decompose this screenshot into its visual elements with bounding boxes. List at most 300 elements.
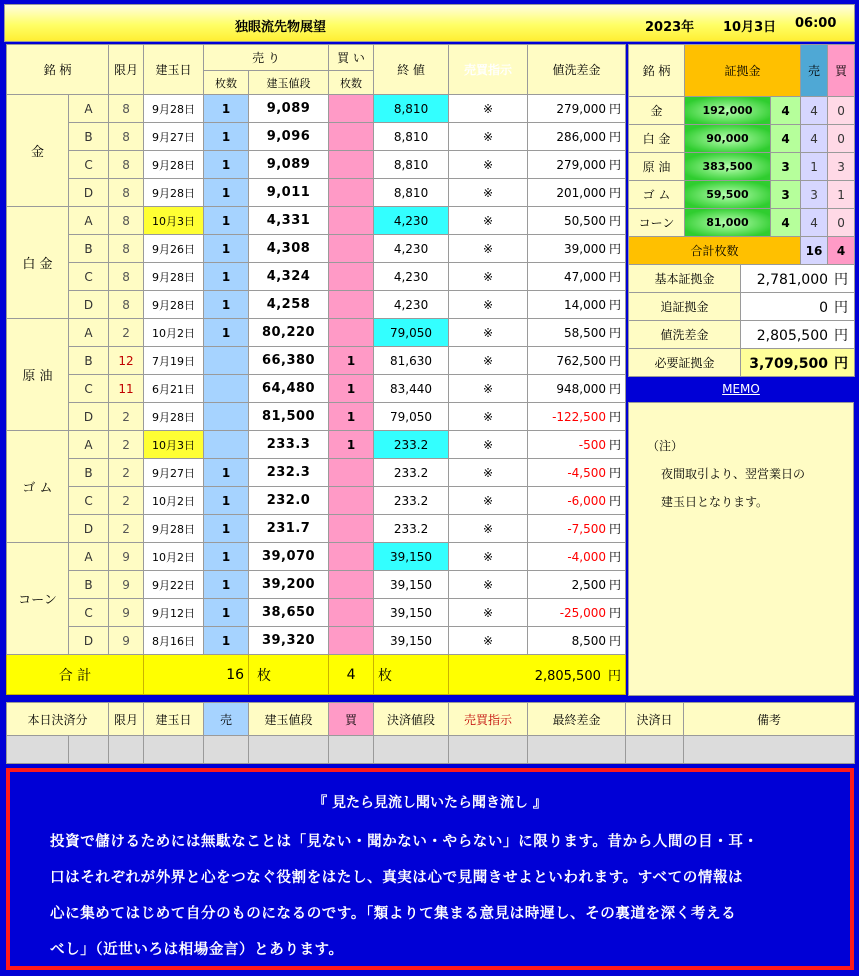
margin-count: 3 [771, 153, 801, 181]
margin-row [629, 153, 855, 181]
side-col-meigara: 銘 柄 [629, 45, 685, 97]
contract-month: 2 [109, 403, 144, 431]
contract-letter: D [69, 627, 109, 655]
margin-total-row [629, 237, 855, 265]
diff-value: -122,500 [552, 410, 607, 424]
buy-count [329, 151, 374, 179]
mark-to-market-diff [528, 179, 626, 207]
close-price: 83,440 [374, 375, 449, 403]
summary-yen: 円 [834, 271, 849, 288]
close-price: 4,230 [374, 263, 449, 291]
trade-instruction: ※ [449, 487, 528, 515]
settle-col-4: 建玉値段 [249, 703, 329, 736]
contract-month: 2 [109, 487, 144, 515]
contract-letter: D [69, 515, 109, 543]
margin-count: 4 [771, 97, 801, 125]
col-tategyokubi: 建玉日 [144, 45, 204, 95]
margin-total-buy: 4 [828, 237, 855, 265]
margin-sell: 4 [801, 125, 828, 153]
open-date: 10月3日 [144, 207, 204, 235]
position-row [7, 543, 626, 571]
open-date: 10月2日 [144, 487, 204, 515]
diff-yen: 円 [609, 270, 622, 284]
margin-amount: 81,000 [685, 209, 771, 237]
open-date: 9月22日 [144, 571, 204, 599]
open-price: 9,089 [249, 151, 329, 179]
open-price: 81,500 [249, 403, 329, 431]
trade-instruction: ※ [449, 403, 528, 431]
diff-value: 8,500 [571, 634, 607, 648]
sell-count: 1 [204, 459, 249, 487]
close-price: 233.2 [374, 459, 449, 487]
contract-month: 8 [109, 291, 144, 319]
diff-yen: 円 [609, 158, 622, 172]
summary-yen: 円 [834, 299, 849, 316]
total-diff-yen: 円 [608, 669, 622, 684]
diff-value: 39,000 [564, 242, 607, 256]
settle-cell [249, 736, 329, 764]
mark-to-market-diff [528, 291, 626, 319]
close-price: 79,050 [374, 403, 449, 431]
margin-buy: 0 [828, 125, 855, 153]
mark-to-market-diff [528, 571, 626, 599]
memo-header [628, 378, 854, 400]
settle-col-8: 最終差金 [528, 703, 626, 736]
diff-value: 279,000 [556, 102, 607, 116]
position-row [7, 487, 626, 515]
buy-count [329, 627, 374, 655]
close-price: 8,810 [374, 123, 449, 151]
position-row [7, 431, 626, 459]
open-price: 9,089 [249, 95, 329, 123]
buy-count: 1 [329, 375, 374, 403]
contract-month: 2 [109, 319, 144, 347]
buy-count [329, 571, 374, 599]
diff-yen: 円 [609, 298, 622, 312]
diff-value: 948,000 [556, 382, 607, 396]
open-date: 6月21日 [144, 375, 204, 403]
sell-count: 1 [204, 487, 249, 515]
buy-count [329, 459, 374, 487]
margin-commodity: 金 [629, 97, 685, 125]
summary-value [741, 349, 855, 377]
settle-cell [204, 736, 249, 764]
buy-count [329, 263, 374, 291]
summary-amount: 2,781,000 [756, 271, 829, 288]
diff-yen: 円 [609, 606, 622, 620]
diff-yen: 円 [609, 466, 622, 480]
mark-to-market-diff [528, 263, 626, 291]
diff-yen: 円 [609, 578, 622, 592]
margin-amount: 59,500 [685, 181, 771, 209]
mark-to-market-diff [528, 207, 626, 235]
position-row [7, 291, 626, 319]
contract-letter: B [69, 235, 109, 263]
settle-cell [329, 736, 374, 764]
diff-yen: 円 [609, 102, 622, 116]
summary-amount: 2,805,500 [756, 327, 829, 344]
mark-to-market-diff [528, 431, 626, 459]
summary-yen: 円 [834, 355, 849, 372]
diff-value: -6,000 [567, 494, 607, 508]
summary-label: 必要証拠金 [629, 349, 741, 377]
sell-count: 1 [204, 95, 249, 123]
settle-cell [528, 736, 626, 764]
margin-sell: 4 [801, 97, 828, 125]
buy-count [329, 543, 374, 571]
contract-letter: B [69, 459, 109, 487]
settle-col-6: 決済値段 [374, 703, 449, 736]
close-price: 81,630 [374, 347, 449, 375]
open-date: 9月28日 [144, 291, 204, 319]
total-label: 合 計 [7, 655, 144, 695]
col-uri: 売 り [204, 45, 329, 71]
contract-month: 2 [109, 515, 144, 543]
memo-line: （注） [647, 439, 684, 453]
memo-link[interactable]: MEMO [722, 382, 760, 396]
trade-instruction: ※ [449, 431, 528, 459]
buy-count [329, 207, 374, 235]
summary-row [629, 293, 855, 321]
open-date: 9月28日 [144, 95, 204, 123]
sell-count: 1 [204, 627, 249, 655]
margin-buy: 1 [828, 181, 855, 209]
settle-col-10: 備考 [684, 703, 855, 736]
sell-count: 1 [204, 515, 249, 543]
mark-to-market-diff [528, 487, 626, 515]
side-col-uri: 売 [801, 45, 828, 97]
open-price: 4,324 [249, 263, 329, 291]
margin-body [629, 45, 855, 377]
contract-letter: A [69, 319, 109, 347]
buy-count [329, 123, 374, 151]
settle-col-7: 売買指示 [449, 703, 528, 736]
mark-to-market-diff [528, 599, 626, 627]
margin-commodity: 原 油 [629, 153, 685, 181]
margin-count: 3 [771, 181, 801, 209]
open-price: 64,480 [249, 375, 329, 403]
settle-col-2: 建玉日 [144, 703, 204, 736]
summary-amount: 0 [819, 299, 829, 316]
margin-row [629, 209, 855, 237]
open-price: 39,320 [249, 627, 329, 655]
trade-instruction: ※ [449, 95, 528, 123]
open-price: 9,011 [249, 179, 329, 207]
diff-value: 201,000 [556, 186, 607, 200]
diff-yen: 円 [609, 326, 622, 340]
open-price: 66,380 [249, 347, 329, 375]
contract-month: 8 [109, 207, 144, 235]
margin-row [629, 97, 855, 125]
settle-cell [626, 736, 684, 764]
contract-letter: B [69, 347, 109, 375]
open-date: 9月28日 [144, 263, 204, 291]
side-col-shokokin: 証拠金 [685, 45, 801, 97]
col-tategyoku-nedan: 建玉値段 [249, 71, 329, 95]
close-price: 39,150 [374, 571, 449, 599]
header-time: 06:00 [795, 16, 837, 31]
diff-value: -500 [578, 438, 607, 452]
memo-line: 夜間取引より、翌営業日の [661, 467, 806, 481]
positions-body [7, 95, 626, 655]
position-row [7, 599, 626, 627]
trade-instruction: ※ [449, 543, 528, 571]
sell-count: 1 [204, 263, 249, 291]
settle-col-1: 限月 [109, 703, 144, 736]
summary-value [741, 321, 855, 349]
sell-count: 1 [204, 291, 249, 319]
col-owarine: 終 値 [374, 45, 449, 95]
buy-count [329, 487, 374, 515]
position-row [7, 263, 626, 291]
contract-letter: A [69, 207, 109, 235]
trade-instruction: ※ [449, 291, 528, 319]
contract-month: 9 [109, 571, 144, 599]
title-bar [4, 4, 855, 42]
close-price: 4,230 [374, 235, 449, 263]
mark-to-market-diff [528, 151, 626, 179]
sell-count: 1 [204, 123, 249, 151]
sell-count [204, 431, 249, 459]
mark-to-market-diff [528, 459, 626, 487]
diff-yen: 円 [609, 522, 622, 536]
col-nearai: 値洗差金 [528, 45, 626, 95]
col-kai: 買 い [329, 45, 374, 71]
open-price: 9,096 [249, 123, 329, 151]
diff-value: 286,000 [556, 130, 607, 144]
sell-count: 1 [204, 319, 249, 347]
position-row [7, 123, 626, 151]
position-row [7, 235, 626, 263]
diff-yen: 円 [609, 242, 622, 256]
settle-col-0: 本日決済分 [7, 703, 109, 736]
col-baibai-button[interactable]: 売買指示 [449, 45, 528, 95]
contract-letter: D [69, 179, 109, 207]
close-price: 8,810 [374, 151, 449, 179]
summary-row [629, 265, 855, 293]
margin-amount: 90,000 [685, 125, 771, 153]
open-price: 80,220 [249, 319, 329, 347]
open-price: 4,331 [249, 207, 329, 235]
quote-title: 『 見たら見流し聞いたら聞き流し 』 [313, 795, 547, 811]
total-sell-unit: 枚 [249, 655, 329, 695]
contract-letter: C [69, 599, 109, 627]
commodity-name: 原 油 [7, 319, 69, 431]
contract-letter: D [69, 403, 109, 431]
open-date: 7月19日 [144, 347, 204, 375]
col-gengetsu: 限月 [109, 45, 144, 95]
position-row [7, 207, 626, 235]
buy-count [329, 515, 374, 543]
mark-to-market-diff [528, 95, 626, 123]
commodity-name: コーン [7, 543, 69, 655]
trade-instruction: ※ [449, 459, 528, 487]
contract-letter: C [69, 487, 109, 515]
sell-count: 1 [204, 571, 249, 599]
side-col-kai: 買 [828, 45, 855, 97]
margin-count: 4 [771, 209, 801, 237]
total-buy-unit: 枚 [374, 655, 449, 695]
close-price: 4,230 [374, 291, 449, 319]
open-price: 231.7 [249, 515, 329, 543]
trade-instruction: ※ [449, 375, 528, 403]
sell-count: 1 [204, 179, 249, 207]
summary-row [629, 349, 855, 377]
open-date: 9月28日 [144, 515, 204, 543]
close-price: 233.2 [374, 487, 449, 515]
contract-letter: C [69, 375, 109, 403]
sell-count: 1 [204, 207, 249, 235]
quote-line: べし」（近世いろは相場金言）とあります。 [50, 942, 344, 958]
buy-count [329, 95, 374, 123]
diff-yen: 円 [609, 410, 622, 424]
settle-cell [7, 736, 69, 764]
diff-value: -4,500 [567, 466, 607, 480]
buy-count [329, 599, 374, 627]
summary-amount: 3,709,500 [749, 355, 829, 372]
open-price: 38,650 [249, 599, 329, 627]
trade-instruction: ※ [449, 263, 528, 291]
sell-count [204, 347, 249, 375]
diff-yen: 円 [609, 494, 622, 508]
mark-to-market-diff [528, 123, 626, 151]
open-date: 9月28日 [144, 179, 204, 207]
open-price: 233.3 [249, 431, 329, 459]
diff-yen: 円 [609, 634, 622, 648]
summary-label: 値洗差金 [629, 321, 741, 349]
buy-count [329, 179, 374, 207]
diff-value: -7,500 [567, 522, 607, 536]
diff-yen: 円 [609, 130, 622, 144]
open-date: 10月3日 [144, 431, 204, 459]
header-date: 10月3日 [723, 20, 777, 35]
settle-cell [144, 736, 204, 764]
settle-empty-row [7, 736, 855, 764]
col-kai-maisu: 枚数 [329, 71, 374, 95]
contract-letter: A [69, 431, 109, 459]
open-date: 9月12日 [144, 599, 204, 627]
diff-value: 47,000 [564, 270, 607, 284]
close-price: 4,230 [374, 207, 449, 235]
open-date: 10月2日 [144, 319, 204, 347]
mark-to-market-diff [528, 543, 626, 571]
buy-count [329, 291, 374, 319]
close-price: 39,150 [374, 627, 449, 655]
trade-instruction: ※ [449, 571, 528, 599]
margin-sell: 1 [801, 153, 828, 181]
settle-cell [449, 736, 528, 764]
diff-value: -25,000 [559, 606, 607, 620]
memo-line: 建玉日となります。 [661, 495, 769, 509]
diff-yen: 円 [609, 550, 622, 564]
mark-to-market-diff [528, 627, 626, 655]
mark-to-market-diff [528, 375, 626, 403]
trade-instruction: ※ [449, 151, 528, 179]
settlement-table [6, 702, 855, 764]
buy-count [329, 235, 374, 263]
trade-instruction: ※ [449, 235, 528, 263]
contract-month: 9 [109, 599, 144, 627]
contract-month: 8 [109, 151, 144, 179]
contract-letter: D [69, 291, 109, 319]
contract-month: 12 [109, 347, 144, 375]
margin-amount: 383,500 [685, 153, 771, 181]
contract-month: 8 [109, 235, 144, 263]
position-row [7, 403, 626, 431]
position-row [7, 571, 626, 599]
quote-box [6, 768, 854, 970]
col-uri-maisu: 枚数 [204, 71, 249, 95]
contract-month: 9 [109, 543, 144, 571]
margin-buy: 0 [828, 209, 855, 237]
sell-count [204, 403, 249, 431]
open-price: 4,258 [249, 291, 329, 319]
contract-letter: B [69, 571, 109, 599]
summary-value [741, 265, 855, 293]
settle-cell [109, 736, 144, 764]
open-price: 39,070 [249, 543, 329, 571]
position-row [7, 319, 626, 347]
margin-count: 4 [771, 125, 801, 153]
open-date: 10月2日 [144, 543, 204, 571]
buy-count: 1 [329, 347, 374, 375]
sell-count: 1 [204, 599, 249, 627]
trade-instruction: ※ [449, 515, 528, 543]
mark-to-market-diff [528, 515, 626, 543]
open-price: 39,200 [249, 571, 329, 599]
position-row [7, 375, 626, 403]
summary-yen: 円 [834, 327, 849, 344]
contract-letter: C [69, 263, 109, 291]
margin-total-label: 合計枚数 [629, 237, 801, 265]
sell-count [204, 375, 249, 403]
close-price: 8,810 [374, 95, 449, 123]
col-meigara: 銘 柄 [7, 45, 109, 95]
total-diff-value: 2,805,500 [534, 669, 601, 684]
contract-letter: A [69, 95, 109, 123]
position-row [7, 151, 626, 179]
margin-row [629, 181, 855, 209]
close-price: 233.2 [374, 431, 449, 459]
settle-cell [69, 736, 109, 764]
contract-letter: B [69, 123, 109, 151]
trade-instruction: ※ [449, 319, 528, 347]
trade-instruction: ※ [449, 347, 528, 375]
diff-yen: 円 [609, 186, 622, 200]
settle-cell [684, 736, 855, 764]
diff-value: 58,500 [564, 326, 607, 340]
buy-count: 1 [329, 431, 374, 459]
sell-count: 1 [204, 151, 249, 179]
trade-instruction: ※ [449, 627, 528, 655]
quote-line: 心に集めてはじめて自分のものになるのです。「類よりて集まる意見は時遅し、その裏道を深く考える [50, 906, 737, 922]
open-date: 9月27日 [144, 459, 204, 487]
contract-month: 2 [109, 431, 144, 459]
mark-to-market-diff [528, 347, 626, 375]
close-price: 8,810 [374, 179, 449, 207]
diff-value: 2,500 [571, 578, 607, 592]
open-date: 9月28日 [144, 151, 204, 179]
position-row [7, 179, 626, 207]
total-buy-count: 4 [329, 655, 374, 695]
contract-month: 8 [109, 263, 144, 291]
trade-instruction: ※ [449, 123, 528, 151]
summary-row [629, 321, 855, 349]
quote-line: 投資で儲けるためには無駄なことは「見ない・聞かない・やらない」に限ります。昔から人間の目・耳・ [50, 834, 759, 850]
mark-to-market-diff [528, 403, 626, 431]
trade-instruction: ※ [449, 179, 528, 207]
quote-line: 口はそれぞれが外界と心をつなぐ役割をはたし、真実は心で見聞きせよといわれます。すべての情報は [50, 870, 744, 886]
